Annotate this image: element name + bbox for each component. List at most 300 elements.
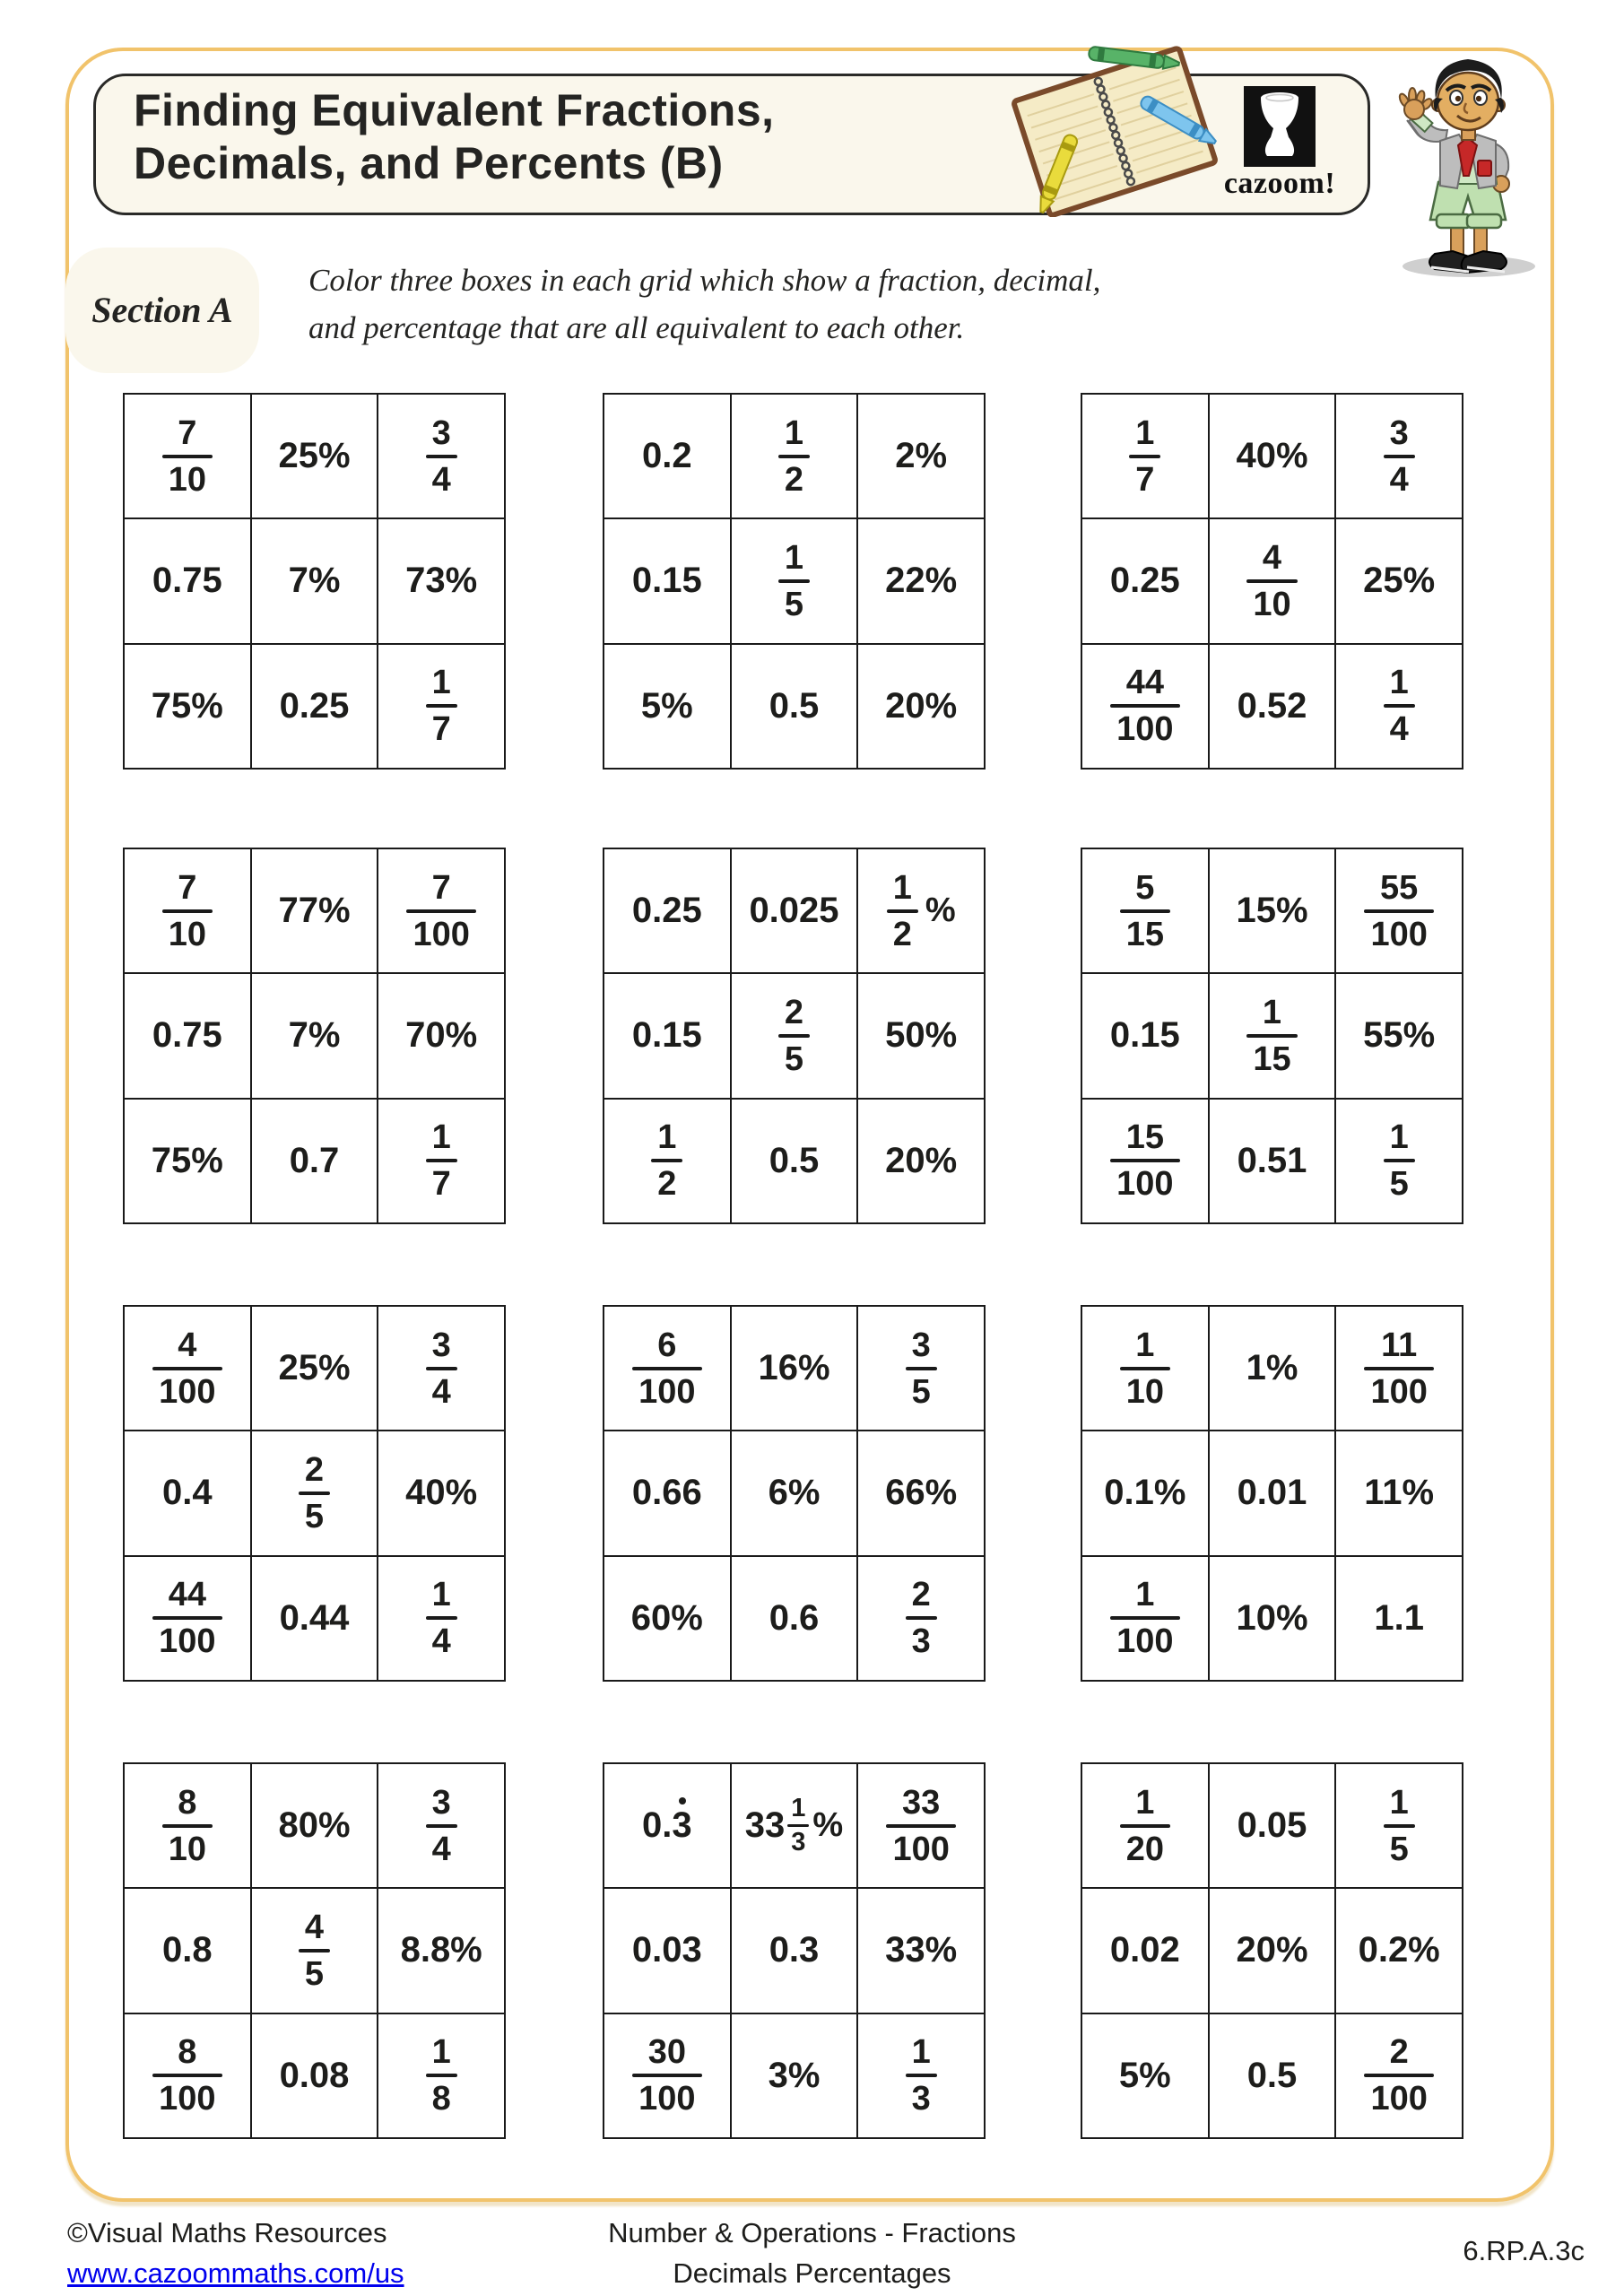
fraction-bar [906,1367,937,1370]
cell-value: 0.03 [631,1930,702,1970]
grid-cell[interactable] [378,1763,505,1888]
fraction-value [1120,1783,1170,1868]
fraction-bar [1129,455,1160,458]
fraction-value [632,2035,701,2116]
fraction-denominator: 100 [1370,2080,1428,2118]
fraction-value [1246,538,1297,623]
fraction-denominator: 100 [1370,915,1428,953]
cell-value: 50% [885,1015,958,1056]
equivalence-grid-7 [123,1305,506,1682]
fraction-bar [1110,1616,1179,1620]
grid-cell[interactable] [731,1763,858,1888]
grid-cell[interactable] [1335,1556,1463,1681]
grid-cell[interactable] [251,1306,378,1431]
grid-cell[interactable] [604,1431,731,1555]
grid-cell[interactable] [731,1306,858,1431]
fraction-value [299,1450,330,1535]
cell-value: 25% [278,436,351,476]
fraction-expression [152,1576,221,1661]
grid-cell[interactable] [1335,1431,1463,1555]
cell-value: 0.7 [289,1140,340,1180]
fraction-denominator: 4 [1389,710,1409,749]
instruction-text [308,257,1295,352]
grid-cell[interactable] [124,2013,251,2138]
fraction-bar [787,1824,809,1827]
grid-cell[interactable] [378,1099,505,1223]
equivalence-grid-5 [603,848,986,1224]
grid-cell[interactable] [378,1556,505,1681]
grid-cell[interactable] [857,1099,985,1223]
grid-cell[interactable] [1335,973,1463,1098]
fraction-value [1110,664,1179,749]
grid-cell[interactable] [1081,848,1209,973]
grid-cell[interactable] [1335,848,1463,973]
grid-cell[interactable] [124,1099,251,1223]
fraction-denominator: 4 [1389,460,1409,499]
fraction-expression [1110,1576,1179,1661]
grid-cell[interactable] [124,973,251,1098]
fraction-expression [162,1783,213,1868]
fraction-expression [152,2035,221,2116]
grid-cell[interactable] [124,848,251,973]
fraction-value [1384,664,1415,749]
grid-cell[interactable] [1209,1888,1336,2013]
grid-cell[interactable] [378,394,505,518]
grid-cell[interactable] [857,1888,985,2013]
fraction-numerator: 2 [911,1576,931,1614]
fraction-expression [1364,2035,1433,2116]
grid-cell[interactable] [731,1888,858,2013]
grid-cell[interactable] [1335,1763,1463,1888]
fraction-bar [1364,2074,1433,2077]
grid-cell[interactable] [378,848,505,973]
grid-cell[interactable] [1081,1306,1209,1431]
fraction-denominator: 100 [892,1830,950,1868]
grid-cell[interactable] [124,1888,251,2013]
grid-cell[interactable] [378,2013,505,2138]
fraction-bar [152,1616,221,1620]
grid-cell[interactable] [857,394,985,518]
grid-cell[interactable] [604,518,731,643]
fraction-denominator: 100 [413,915,470,953]
cell-value: 2% [895,436,948,476]
grid-cell[interactable] [1335,1888,1463,2013]
fraction-value [152,2035,221,2116]
fraction-denominator: 100 [159,1622,216,1661]
fraction-numerator: 7 [178,413,197,452]
fraction-value [1364,2035,1433,2116]
fraction-value [299,1910,330,1991]
percent-suffix: % [925,891,956,930]
fraction-bar [887,909,918,913]
grid-cell[interactable] [1209,973,1336,1098]
cell-value: 0.2 [642,436,692,476]
fraction-bar [426,1367,457,1370]
fraction-numerator: 3 [431,1783,451,1822]
grid-cell[interactable] [604,2013,731,2138]
grid-cell[interactable] [731,848,858,973]
fraction-denominator: 100 [1116,1165,1174,1204]
fraction-expression [406,868,475,953]
grid-cell[interactable] [251,848,378,973]
grid-cell[interactable] [1335,518,1463,643]
cell-value: 0.25 [1109,561,1180,601]
cell-value: 15% [1236,891,1308,931]
grid-cell[interactable] [731,1431,858,1555]
grid-cell[interactable] [1335,644,1463,769]
fraction-bar [426,455,457,458]
cell-value: 0.025 [749,891,839,931]
fraction-numerator: 1 [657,1118,677,1157]
grid-cell[interactable] [1081,644,1209,769]
equivalence-grid-6 [1081,848,1463,1224]
fraction-bar [152,1367,221,1370]
fraction-expression [632,1328,701,1409]
cell-value: 70% [405,1015,478,1056]
fraction-expression [632,2035,701,2116]
fraction-expression [778,993,810,1078]
grid-cell[interactable] [857,1763,985,1888]
fraction-denominator: 10 [168,1830,206,1868]
fraction-numerator: 1 [431,664,451,702]
fraction-numerator: 1 [431,1118,451,1157]
grid-cell[interactable] [251,1763,378,1888]
grid-cell[interactable] [1081,973,1209,1098]
grid-cell[interactable] [731,1099,858,1223]
fraction-bar [426,1824,457,1828]
student-boy-mascot [1379,40,1554,284]
equivalence-grid-2 [603,393,986,770]
grid-cell[interactable] [604,1556,731,1681]
fraction-value [426,2035,457,2116]
fraction-numerator: 5 [1135,868,1155,907]
cell-value: 6% [768,1473,821,1513]
fraction-denominator: 3 [911,1622,931,1661]
fraction-numerator: 7 [431,868,451,907]
fraction-denominator: 4 [431,1372,451,1411]
grid-cell[interactable] [1209,644,1336,769]
fraction-numerator: 7 [178,868,197,907]
fraction-expression [426,664,457,749]
fraction-denominator: 5 [784,1039,804,1078]
fraction-numerator: 33 [902,1783,941,1822]
fraction-denominator: 5 [911,1372,931,1411]
fraction-denominator: 100 [638,1372,696,1411]
fraction-numerator: 15 [1125,1118,1164,1157]
grid-cell[interactable] [604,848,731,973]
fraction-numerator: 1 [431,2033,451,2072]
grid-cell[interactable] [1335,1306,1463,1431]
cell-value: 0.5 [1246,2055,1298,2095]
grid-cell[interactable] [1081,2013,1209,2138]
fraction-value [162,1783,213,1868]
fraction-denominator: 100 [1370,1372,1428,1411]
fraction-value [651,1118,682,1204]
grid-cell[interactable] [1209,394,1336,518]
grid-cell[interactable] [857,973,985,1098]
grid-cell[interactable] [604,1888,731,2013]
cell-value: 25% [1363,561,1436,601]
recurring-decimal [642,1805,692,1846]
fraction-expression [1384,1118,1415,1204]
fraction-value [906,1576,937,1661]
grid-cell[interactable] [251,518,378,643]
grid-cell[interactable] [1209,848,1336,973]
standard-code: 6.RP.A.3c [1463,2235,1585,2266]
cell-value: 33% [885,1930,958,1970]
fraction-expression [299,1450,330,1535]
grid-cell[interactable] [378,1431,505,1555]
grid-cell[interactable] [1081,1888,1209,2013]
fraction-denominator: 100 [1116,710,1174,749]
fraction-value [426,1576,457,1661]
footer-topic-line-1: Number & Operations - Fractions [608,2217,1016,2248]
fraction-numerator: 4 [178,1326,197,1364]
cell-value: 40% [1236,436,1308,476]
recurring-decimal-prefix: 0. [642,1805,673,1846]
fraction-expression [162,868,213,953]
grid-cell[interactable] [604,1306,731,1431]
fraction-expression [1384,1783,1415,1868]
grid-cell[interactable] [604,1099,731,1223]
fraction-bar [1120,1367,1170,1370]
fraction-bar [426,2074,457,2077]
grid-cell[interactable] [124,1431,251,1555]
fraction-numerator: 30 [647,2033,686,2072]
cell-value: 20% [1236,1930,1308,1970]
fraction-bar [632,1367,701,1370]
grid-cell[interactable] [251,973,378,1098]
fraction-expression [1364,868,1433,953]
fraction-value [152,1576,221,1661]
grid-cell[interactable] [731,394,858,518]
grid-cell[interactable] [251,2013,378,2138]
fraction-value [787,1796,809,1856]
fraction-value [1384,413,1415,499]
fraction-value [778,538,810,623]
grid-cell[interactable] [1081,1431,1209,1555]
recurring-digit: 3 [672,1805,692,1846]
grid-cell[interactable] [378,1888,505,2013]
grid-cell[interactable] [857,644,985,769]
grid-cell[interactable] [857,2013,985,2138]
cell-value: 1.1 [1374,1597,1424,1638]
fraction-value [1110,1118,1179,1204]
fraction-denominator: 100 [159,1372,216,1411]
grid-cell[interactable] [378,644,505,769]
fraction-bar [651,1159,682,1162]
cell-value: 0.15 [631,561,702,601]
equivalence-grid-10 [123,1762,506,2139]
fraction-numerator: 44 [168,1576,206,1614]
fraction-value [1364,868,1433,953]
fraction-numerator: 1 [1389,664,1409,702]
grid-cell[interactable] [731,2013,858,2138]
grid-cell[interactable] [731,973,858,1098]
instruction-line-2: and percentage that are all equivalent to each other. [308,309,965,345]
grid-cell[interactable] [124,518,251,643]
fraction-value [778,413,810,499]
grid-cell[interactable] [604,1763,731,1888]
fraction-denominator: 20 [1125,1830,1164,1868]
grid-cell[interactable] [251,1556,378,1681]
grid-cell[interactable] [857,1431,985,1555]
grid-cell[interactable] [731,518,858,643]
fraction-value [906,1328,937,1409]
grid-cell[interactable] [124,644,251,769]
cell-value: 0.3 [769,1930,820,1970]
fraction-denominator: 15 [1125,915,1164,953]
fraction-numerator: 1 [784,538,804,577]
cell-value: 66% [885,1473,958,1513]
grid-cell[interactable] [251,394,378,518]
cell-value: 0.1% [1104,1473,1186,1513]
fraction-value [886,1783,955,1868]
cell-value: 25% [278,1348,351,1388]
grid-cell[interactable] [251,1888,378,2013]
fraction-expression [887,868,956,953]
equivalence-grid-12 [1081,1762,1463,2139]
fraction-denominator: 10 [168,915,206,953]
grid-cell[interactable] [1081,518,1209,643]
fraction-numerator: 3 [1389,413,1409,452]
grid-cell[interactable] [1081,394,1209,518]
fraction-expression [1120,868,1170,953]
fraction-value [426,413,457,499]
fraction-value [1246,993,1297,1078]
instruction-line-1: Color three boxes in each grid which show a fraction, decimal, [308,263,1101,298]
fraction-value [426,664,457,749]
mixed-whole-part: 33 [744,1805,786,1846]
fraction-denominator: 5 [784,585,804,623]
fraction-denominator: 10 [1125,1372,1164,1411]
page-title [134,84,775,190]
fraction-denominator: 4 [431,1622,451,1661]
grid-cell[interactable] [1081,1556,1209,1681]
grid-cell[interactable] [731,644,858,769]
fraction-expression [1364,1328,1433,1409]
fraction-denominator: 5 [1389,1830,1409,1868]
grid-cell[interactable] [604,644,731,769]
grid-cell[interactable] [857,518,985,643]
fraction-numerator: 8 [178,2033,197,2072]
grid-cell[interactable] [1209,1306,1336,1431]
cell-value: 77% [278,891,351,931]
cell-value: 20% [885,1140,958,1180]
fraction-bar [1110,704,1179,708]
fraction-expression [426,1118,457,1204]
grid-cell[interactable] [604,973,731,1098]
grid-cell[interactable] [251,644,378,769]
grid-cell[interactable] [1209,1099,1336,1223]
grid-cell[interactable] [1209,1431,1336,1555]
section-a-label: Section A [91,290,233,330]
grid-cell[interactable] [857,1306,985,1431]
fraction-bar [299,1492,330,1495]
fraction-value [426,1118,457,1204]
cell-value: 7% [288,1015,341,1056]
grid-cell[interactable] [124,1556,251,1681]
cell-value: 1% [1246,1348,1298,1388]
grid-cell[interactable] [251,1431,378,1555]
grid-cell[interactable] [378,973,505,1098]
equivalence-grid-8 [603,1305,986,1682]
fraction-value [1384,1118,1415,1204]
grid-cell[interactable] [378,518,505,643]
grid-cell[interactable] [604,394,731,518]
grid-cell[interactable] [731,1556,858,1681]
cell-value: 0.05 [1237,1805,1307,1846]
fraction-expression [162,413,213,499]
grid-cell[interactable] [124,1306,251,1431]
fraction-expression [778,538,810,623]
fraction-numerator: 1 [892,868,912,907]
fraction-bar [1246,579,1297,583]
fraction-bar [906,2074,937,2077]
cell-value: 0.02 [1109,1930,1180,1970]
grid-cell[interactable] [1081,1763,1209,1888]
cazoommaths-link[interactable]: www.cazoommaths.com/us [67,2257,404,2289]
grid-cell[interactable] [1335,2013,1463,2138]
cell-value: 55% [1363,1015,1436,1056]
grid-cell[interactable] [251,1099,378,1223]
fraction-numerator: 1 [791,1794,806,1823]
grid-cell[interactable] [1081,1099,1209,1223]
grid-cell[interactable] [124,1763,251,1888]
cell-value: 0.66 [631,1473,702,1513]
fraction-bar [406,909,475,913]
fraction-numerator: 1 [431,1576,451,1614]
cell-value: 16% [758,1348,830,1388]
cell-value: 0.75 [152,1015,222,1056]
fraction-bar [778,1034,810,1038]
grid-cell[interactable] [857,1556,985,1681]
fraction-numerator: 1 [1389,1783,1409,1822]
fraction-numerator: 1 [1135,1783,1155,1822]
fraction-expression [1384,664,1415,749]
cell-value: 20% [885,685,958,726]
grid-cell[interactable] [1209,518,1336,643]
cell-value: 5% [640,685,693,726]
cell-value: 22% [885,561,958,601]
cell-value: 0.52 [1237,685,1307,726]
grid-cell[interactable] [1209,2013,1336,2138]
fraction-bar [778,455,810,458]
grid-cell[interactable] [1335,1099,1463,1223]
cell-value: 0.08 [279,2055,350,2095]
fraction-denominator: 10 [1253,585,1291,623]
grid-cell[interactable] [857,848,985,973]
grid-cell[interactable] [1209,1763,1336,1888]
cell-value: 0.51 [1237,1140,1307,1180]
grid-cell[interactable] [124,394,251,518]
fraction-numerator: 1 [1135,1576,1155,1614]
fraction-expression [426,1576,457,1661]
fraction-numerator: 1 [1135,1326,1155,1364]
grid-cell[interactable] [1209,1556,1336,1681]
fraction-expression [906,2035,937,2116]
fraction-bar [426,1159,457,1162]
copyright-text: ©Visual Maths Resources [67,2217,387,2248]
fraction-denominator: 7 [431,1165,451,1204]
fraction-bar [778,579,810,583]
fraction-bar [1364,909,1433,913]
spiral-notebook-icon [1003,38,1232,217]
grid-cell[interactable] [378,1306,505,1431]
fraction-expression [778,413,810,499]
grid-cell[interactable] [1335,394,1463,518]
fraction-bar [1384,1824,1415,1828]
